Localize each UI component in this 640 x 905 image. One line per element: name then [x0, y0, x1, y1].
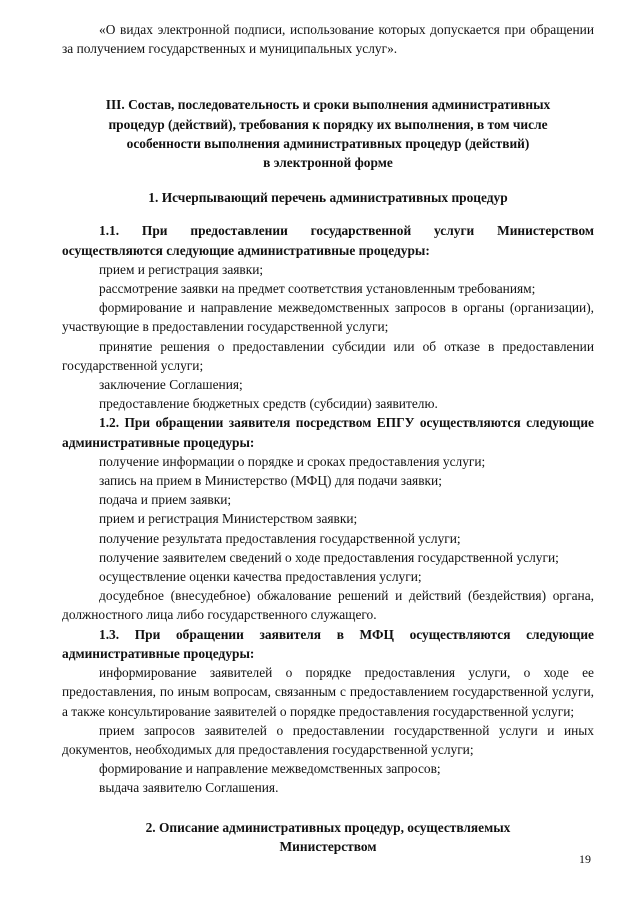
list-item: предоставление бюджетных средств (субсидии) заявителю. — [99, 396, 438, 412]
list-item: прием запросов заявителей о предоставлении государственной услуги и иных документов, необходимых для предоставления государственной услуги; — [62, 722, 594, 757]
list-item: формирование и направление межведомственных запросов в органы (организации), участвующие в предоставлении государственной услуги; — [62, 300, 594, 335]
list-item: рассмотрение заявки на предмет соответствия установленным требованиям; — [99, 281, 536, 297]
subsection-2-title-line: Министерством — [279, 838, 377, 854]
item-1-1-heading: 1.1. При предоставлении государственной услуги Министерством осуществляются следующие административные процедуры: — [62, 223, 594, 258]
section-title — [62, 95, 594, 172]
item-1-2-heading: 1.2. При обращении заявителя посредством ЕПГУ осуществляются следующие административные процедуры: — [62, 415, 594, 450]
list-item: выдача заявителю Соглашения. — [99, 780, 279, 796]
list-item: информирование заявителей о порядке предоставления услуги, о ходе ее предоставления, по иным вопросам, связанным с предоставлением государственной услуги, а также консультирование заявителей о порядке предоставления государственной услуги; — [62, 665, 594, 719]
page-number: 19 — [579, 852, 591, 866]
section-title-line: процедур (действий), требования к порядку их выполнения, в том числе — [108, 116, 548, 132]
list-item: получение результата предоставления государственной услуги; — [99, 530, 461, 546]
list-item: заключение Соглашения; — [99, 377, 243, 393]
subsection-2-title-line: 2. Описание административных процедур, осуществляемых — [145, 819, 511, 835]
section-title-line: особенности выполнения административных процедур (действий) — [126, 135, 530, 151]
list-item: прием и регистрация Министерством заявки; — [99, 511, 358, 527]
list-item: получение заявителем сведений о ходе предоставления государственной услуги; — [99, 549, 559, 565]
list-item: досудебное (внесудебное) обжалование решений и действий (бездействия) органа, должностного лица либо государственного служащего. — [62, 588, 594, 623]
list-item: запись на прием в Министерство (МФЦ) для подачи заявки; — [99, 473, 442, 489]
list-item: получение информации о порядке и сроках предоставления услуги; — [99, 453, 486, 469]
intro-paragraph: «О видах электронной подписи, использование которых допускается при обращении за получением государственных и муниципальных услуг». — [62, 22, 594, 57]
subsection-2-title — [62, 818, 594, 856]
document-page — [62, 20, 594, 856]
subsection-1-title: 1. Исчерпывающий перечень административных процедур — [148, 190, 508, 206]
list-item: осуществление оценки качества предоставления услуги; — [99, 569, 422, 585]
list-item: принятие решения о предоставлении субсидии или об отказе в предоставлении государственной услуги; — [62, 338, 594, 373]
list-item: прием и регистрация заявки; — [99, 261, 264, 277]
item-1-3-heading: 1.3. При обращении заявителя в МФЦ осуществляются следующие административные процедуры: — [62, 626, 594, 661]
list-item: формирование и направление межведомственных запросов; — [99, 761, 441, 777]
section-title-line: в электронной форме — [263, 155, 393, 171]
list-item: подача и прием заявки; — [99, 492, 232, 508]
section-title-line: III. Состав, последовательность и сроки выполнения административных — [105, 97, 551, 113]
